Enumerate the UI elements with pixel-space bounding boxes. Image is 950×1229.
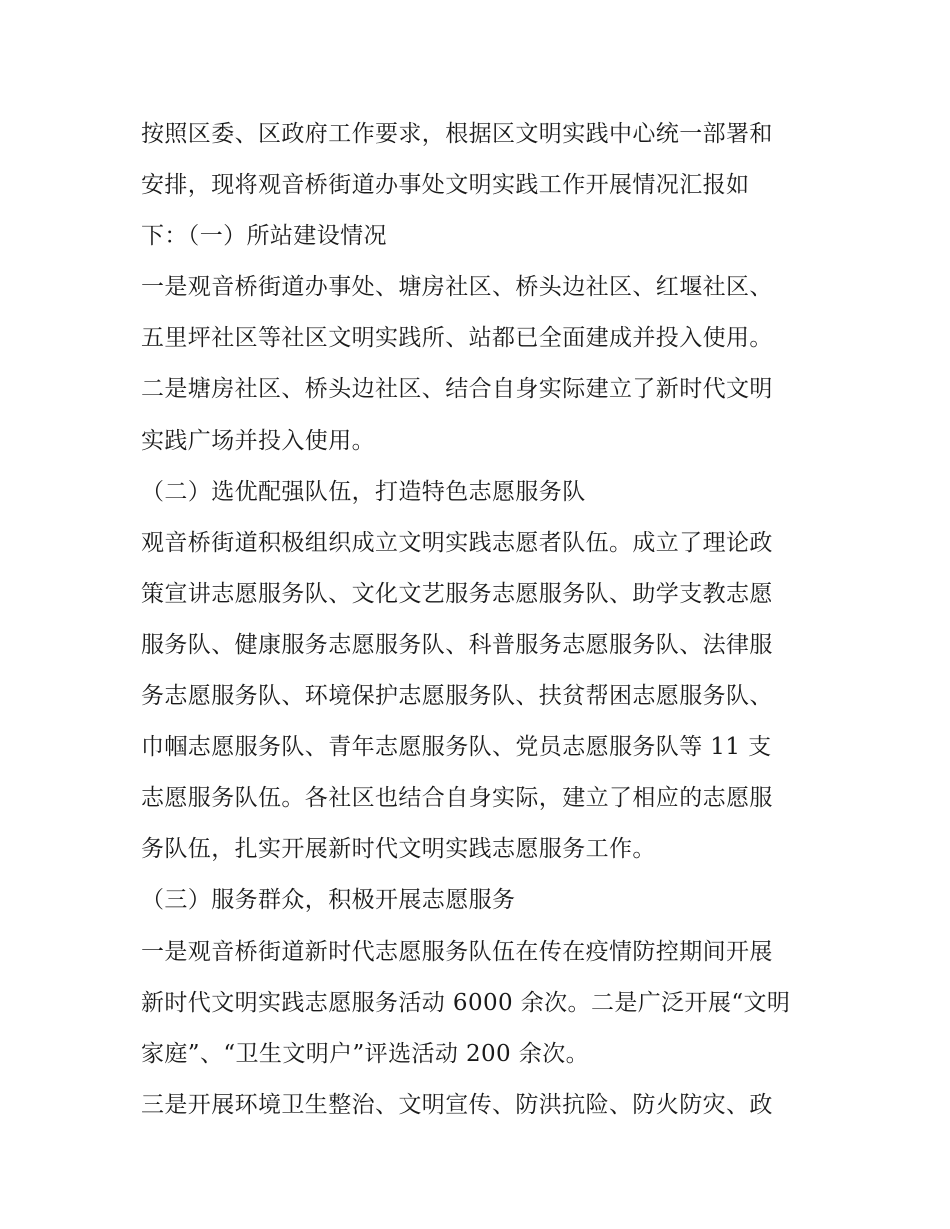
- body-line-20: 三是开展环境卫生整治、文明宣传、防洪抗险、防火防灾、政: [141, 1091, 773, 1118]
- body-line-18: 新时代文明实践志愿服务活动 6000 余次。二是广泛开展“文明: [141, 989, 791, 1016]
- body-line-13: 巾帼志愿服务队、青年志愿服务队、党员志愿服务队等 11 支: [141, 734, 772, 761]
- body-line-11: 服务队、健康服务志愿服务队、科普服务志愿服务队、法律服: [141, 631, 773, 658]
- body-line-2: 安排，现将观音桥街道办事处文明实践工作开展情况汇报如: [141, 172, 750, 199]
- body-line-19: 家庭”、“卫生文明户”评选活动 200 余次。: [141, 1040, 589, 1067]
- body-line-1: 按照区委、区政府工作要求，根据区文明实践中心统一部署和: [141, 121, 773, 147]
- body-line-6: 二是塘房社区、桥头边社区、结合自身实际建立了新时代文明: [141, 376, 773, 403]
- body-line-17: 一是观音桥街道新时代志愿服务队伍在传在疫情防控期间开展: [141, 938, 773, 965]
- body-line-7: 实践广场并投入使用。: [141, 427, 375, 454]
- body-line-10: 策宣讲志愿服务队、文化文艺服务志愿服务队、助学支教志愿: [141, 580, 773, 607]
- section-heading-1-line: 下：（一）所站建设情况: [141, 223, 387, 250]
- document-body: [141, 109, 821, 1131]
- section-heading-2: （二）选优配强队伍，打造特色志愿服务队: [141, 478, 586, 505]
- body-line-14: 志愿服务队伍。各社区也结合自身实际，建立了相应的志愿服: [141, 785, 773, 812]
- body-line-4: 一是观音桥街道办事处、塘房社区、桥头边社区、红堰社区、: [141, 274, 773, 301]
- section-heading-3: （三）服务群众，积极开展志愿服务: [141, 887, 516, 914]
- body-line-5: 五里坪社区等社区文明实践所、站都已全面建成并投入使用。: [141, 325, 773, 352]
- body-line-15: 务队伍，扎实开展新时代文明实践志愿服务工作。: [141, 836, 656, 863]
- body-line-9: 观音桥街道积极组织成立文明实践志愿者队伍。成立了理论政: [141, 529, 773, 556]
- body-line-12: 务志愿服务队、环境保护志愿服务队、扶贫帮困志愿服务队、: [141, 683, 773, 710]
